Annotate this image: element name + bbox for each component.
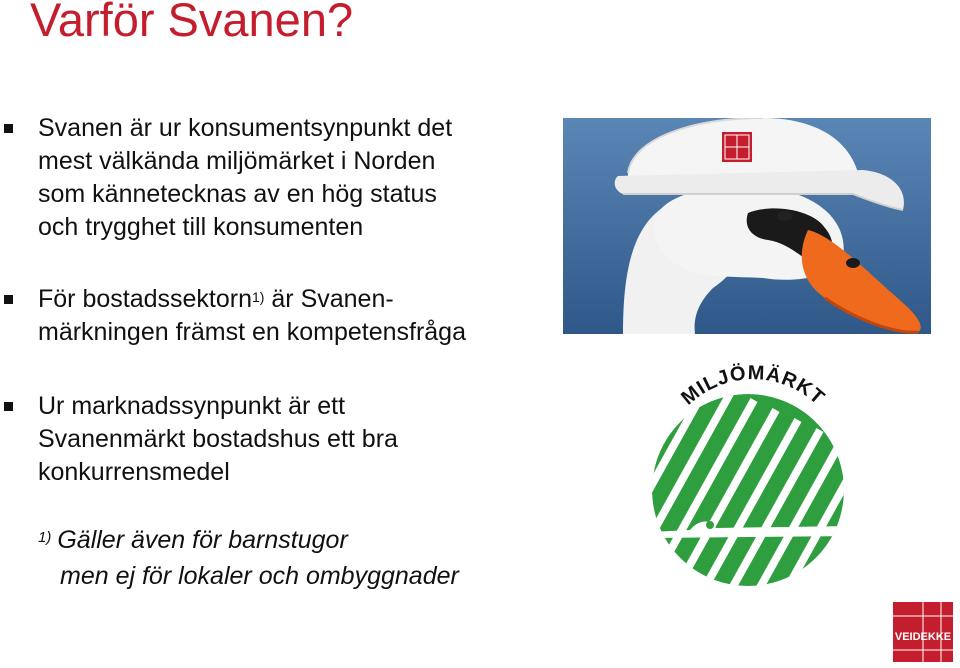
brand-name: VEIDEKKE: [894, 631, 952, 643]
bullet-square-icon: [4, 402, 13, 411]
bullet-line: För bostadssektorn: [38, 285, 252, 313]
bullet-line: Svanenmärkt bostadshus ett bra: [38, 425, 398, 453]
bullet-line: Ur marknadssynpunkt är ett: [38, 392, 346, 420]
bullet-line: är Svanen-: [264, 285, 394, 313]
veidekke-logo-icon: [893, 602, 953, 662]
swan-hardhat-image: [563, 118, 931, 334]
bullet-square-icon: [4, 295, 13, 304]
swan-ecolabel-icon: [650, 360, 850, 592]
swan-illustration: [563, 118, 931, 334]
bullet-line: Svanen är ur konsumentsynpunkt det: [38, 114, 453, 142]
footnote-ref: 1): [252, 289, 265, 305]
bullet-line: märkningen främst en kompetensfråga: [38, 318, 466, 346]
bullet-line: som kännetecknas av en hög status: [38, 180, 437, 208]
bullet-line: och trygghet till konsumenten: [38, 213, 364, 241]
footnote-line: men ej för lokaler och ombyggnader: [60, 562, 459, 590]
bullet-line: mest välkända miljömärket i Norden: [38, 147, 436, 175]
nordic-swan-ecolabel-logo: [650, 360, 850, 592]
ecolabel-arc-text: MILJÖMÄRKT: [677, 362, 829, 410]
veidekke-logo: [893, 602, 953, 662]
slide-title: Varför Svanen?: [30, 0, 354, 46]
bullet-square-icon: [4, 124, 13, 133]
footnote-mark: 1): [38, 529, 52, 546]
bullet-line: konkurrensmedel: [38, 458, 230, 486]
footnote: [38, 522, 459, 594]
footnote-line: Gäller även för barnstugor: [57, 526, 348, 554]
